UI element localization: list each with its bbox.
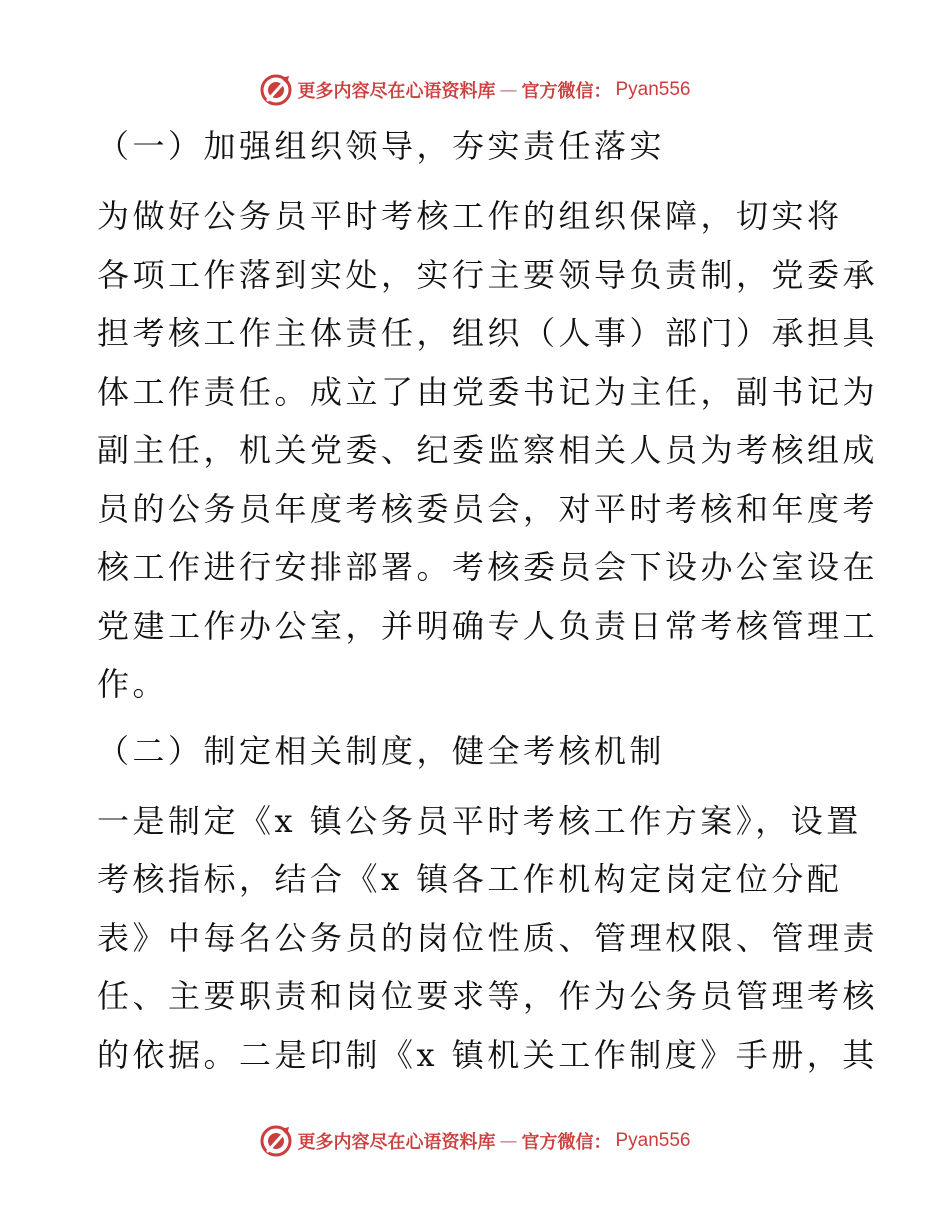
- watermark-separator: —: [499, 79, 518, 101]
- watermark-account-label: 官方微信：: [521, 81, 612, 102]
- paragraph-line: 各项工作落到实处，实行主要领导负责制，党委承: [97, 255, 879, 294]
- paragraph-line: 党建工作办公室，并明确专人负责日常考核管理工: [97, 606, 879, 645]
- section-spacer: [97, 714, 857, 722]
- paragraph-line: 员的公务员年度考核委员会，对平时考核和年度考: [97, 489, 879, 528]
- section-heading-1: （一）加强组织领导，夯实责任落实: [97, 127, 666, 165]
- watermark-account: Pyan556: [615, 79, 691, 100]
- watermark-text: 更多内容尽在心语资料库: [297, 81, 496, 102]
- paragraph-line: 任、主要职责和岗位要求等，作为公务员管理考核: [97, 977, 879, 1015]
- watermark-text: 更多内容尽在心语资料库: [297, 1132, 496, 1153]
- document-body: [97, 117, 879, 1084]
- watermark-account-label: 官方微信：: [521, 1132, 612, 1153]
- paragraph-line: 核工作进行安排部署。考核委员会下设办公室设在: [97, 548, 879, 586]
- section-paragraph-1: [97, 187, 879, 714]
- paragraph-line: 为做好公务员平时考核工作的组织保障，切实将: [97, 197, 843, 235]
- watermark-header: [0, 70, 950, 110]
- paragraph-line: 一是制定《x 镇公务员平时考核工作方案》，设置: [97, 801, 862, 840]
- paragraph-line: 作。: [97, 665, 169, 703]
- watermark-footer: [0, 1121, 950, 1161]
- section-heading-2: （二）制定相关制度，健全考核机制: [97, 731, 666, 770]
- paragraph-line: 担考核工作主体责任，组织（人事）部门）承担具: [97, 314, 879, 352]
- paragraph-line: 体工作责任。成立了由党委书记为主任，副书记为: [97, 372, 879, 411]
- paragraph-line: 表》中每名公务员的岗位性质、管理权限、管理责: [97, 918, 879, 957]
- paragraph-line: 副主任，机关党委、纪委监察相关人员为考核组成: [97, 431, 879, 469]
- quill-logo-icon: [259, 1124, 293, 1158]
- paragraph-line: 考核指标，结合《x 镇各工作机构定岗定位分配: [97, 860, 843, 898]
- section-paragraph-2: [97, 792, 879, 1085]
- paragraph-line: 的依据。二是印制《x 镇机关工作制度》手册，其: [97, 1035, 878, 1074]
- watermark-account: Pyan556: [615, 1130, 691, 1151]
- watermark-separator: —: [499, 1130, 518, 1152]
- quill-logo-icon: [259, 73, 293, 107]
